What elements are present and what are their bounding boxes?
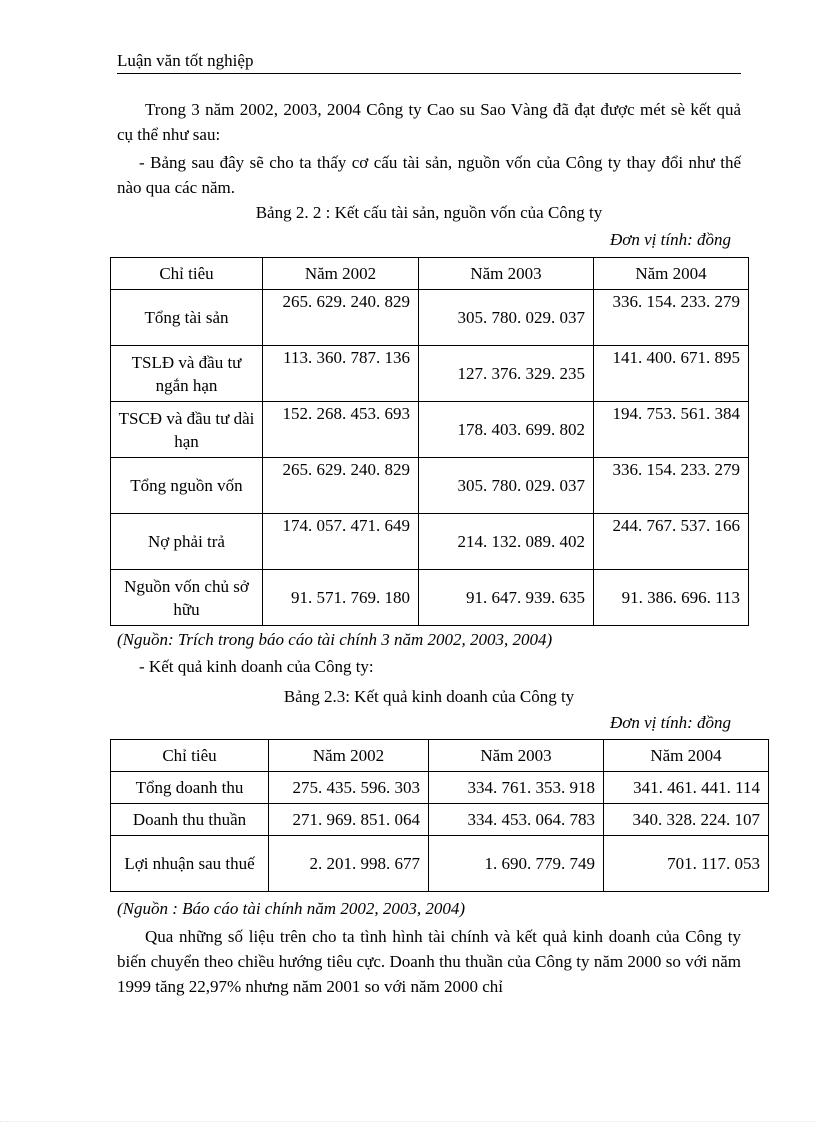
cell-2004: 340. 328. 224. 107 — [604, 804, 769, 836]
intro-paragraph-2: - Bảng sau đây sẽ cho ta thấy cơ cấu tài sản, nguồn vốn của Công ty thay đổi như thế nào qua các năm. — [117, 153, 741, 197]
cell-2004: 336. 154. 233. 279 — [594, 290, 749, 346]
cell-2003: 178. 403. 699. 802 — [419, 402, 594, 458]
cell-2004: 244. 767. 537. 166 — [594, 514, 749, 570]
table-row — [111, 514, 749, 570]
page-bottom-border — [0, 1121, 816, 1122]
cell-2003: 305. 780. 029. 037 — [419, 458, 594, 514]
table-row — [111, 570, 749, 626]
cell-2002: 91. 571. 769. 180 — [263, 570, 419, 626]
cell-2003: 334. 761. 353. 918 — [429, 772, 604, 804]
cell-2002: 271. 969. 851. 064 — [269, 804, 429, 836]
table-row — [111, 804, 769, 836]
section2-intro: - Kết quả kinh doanh của Công ty: — [139, 657, 374, 676]
cell-2002: 152. 268. 453. 693 — [263, 402, 419, 458]
cell-2004: 141. 400. 671. 895 — [594, 346, 749, 402]
table1-source: (Nguồn: Trích trong báo cáo tài chính 3 năm 2002, 2003, 2004) — [117, 630, 553, 649]
table-row — [111, 458, 749, 514]
column-header: Năm 2003 — [419, 258, 594, 290]
column-header: Năm 2004 — [604, 740, 769, 772]
cell-2003: 214. 132. 089. 402 — [419, 514, 594, 570]
row-label: Nguồn vốn chủ sở hữu — [111, 570, 263, 626]
column-header: Năm 2003 — [429, 740, 604, 772]
table2-caption: Bảng 2.3: Kết quả kinh doanh của Công ty — [283, 687, 575, 706]
column-header: Chỉ tiêu — [111, 740, 269, 772]
cell-2002: 275. 435. 596. 303 — [269, 772, 429, 804]
header-title: Luận văn tốt nghiệp — [117, 51, 254, 70]
column-header: Chỉ tiêu — [111, 258, 263, 290]
cell-2004: 194. 753. 561. 384 — [594, 402, 749, 458]
cell-2004: 336. 154. 233. 279 — [594, 458, 749, 514]
cell-2004: 91. 386. 696. 113 — [594, 570, 749, 626]
row-label: Nợ phải trả — [111, 514, 263, 570]
cell-2003: 91. 647. 939. 635 — [419, 570, 594, 626]
table-row — [111, 346, 749, 402]
cell-2003: 127. 376. 329. 235 — [419, 346, 594, 402]
table-row — [111, 402, 749, 458]
table1-caption: Bảng 2. 2 : Kết cấu tài sản, nguồn vốn của Công ty — [255, 203, 603, 222]
cell-2003: 334. 453. 064. 783 — [429, 804, 604, 836]
table-row — [111, 836, 769, 892]
cell-2004: 341. 461. 441. 114 — [604, 772, 769, 804]
table-row — [111, 772, 769, 804]
row-label: Lợi nhuận sau thuế — [111, 836, 269, 892]
cell-2002: 113. 360. 787. 136 — [263, 346, 419, 402]
row-label: Tổng nguồn vốn — [111, 458, 263, 514]
row-label: Tổng tài sản — [111, 290, 263, 346]
row-label: TSLĐ và đầu tư ngắn hạn — [111, 346, 263, 402]
column-header: Năm 2002 — [263, 258, 419, 290]
cell-2002: 174. 057. 471. 649 — [263, 514, 419, 570]
column-header: Năm 2004 — [594, 258, 749, 290]
intro-paragraph-1: Trong 3 năm 2002, 2003, 2004 Công ty Cao su Sao Vàng đã đạt được mét sè kết quả cụ thể như sau: — [117, 100, 741, 144]
balance-table — [110, 257, 749, 626]
table-header-row — [111, 740, 769, 772]
table-header-row — [111, 258, 749, 290]
page-header — [117, 50, 741, 74]
conclusion-paragraph: Qua những số liệu trên cho ta tình hình tài chính và kết quả kinh doanh của Công ty biến chuyển theo chiều hướng tiêu cực. Doanh thu thuần của Công ty năm 2000 so với năm 1999 tăng 22,97% nhưng năm 2001 so với năm 2000 chỉ — [117, 927, 741, 996]
table1-unit: Đơn vị tính: đồng — [610, 230, 731, 249]
table2-unit: Đơn vị tính: đồng — [610, 713, 731, 732]
table2-source: (Nguồn : Báo cáo tài chính năm 2002, 2003, 2004) — [117, 899, 465, 918]
cell-2002: 2. 201. 998. 677 — [269, 836, 429, 892]
cell-2002: 265. 629. 240. 829 — [263, 458, 419, 514]
cell-2002: 265. 629. 240. 829 — [263, 290, 419, 346]
column-header: Năm 2002 — [269, 740, 429, 772]
row-label: Tổng doanh thu — [111, 772, 269, 804]
table-row — [111, 290, 749, 346]
cell-2003: 305. 780. 029. 037 — [419, 290, 594, 346]
cell-2004: 701. 117. 053 — [604, 836, 769, 892]
row-label: TSCĐ và đầu tư dài hạn — [111, 402, 263, 458]
row-label: Doanh thu thuần — [111, 804, 269, 836]
cell-2003: 1. 690. 779. 749 — [429, 836, 604, 892]
income-table — [110, 739, 769, 892]
